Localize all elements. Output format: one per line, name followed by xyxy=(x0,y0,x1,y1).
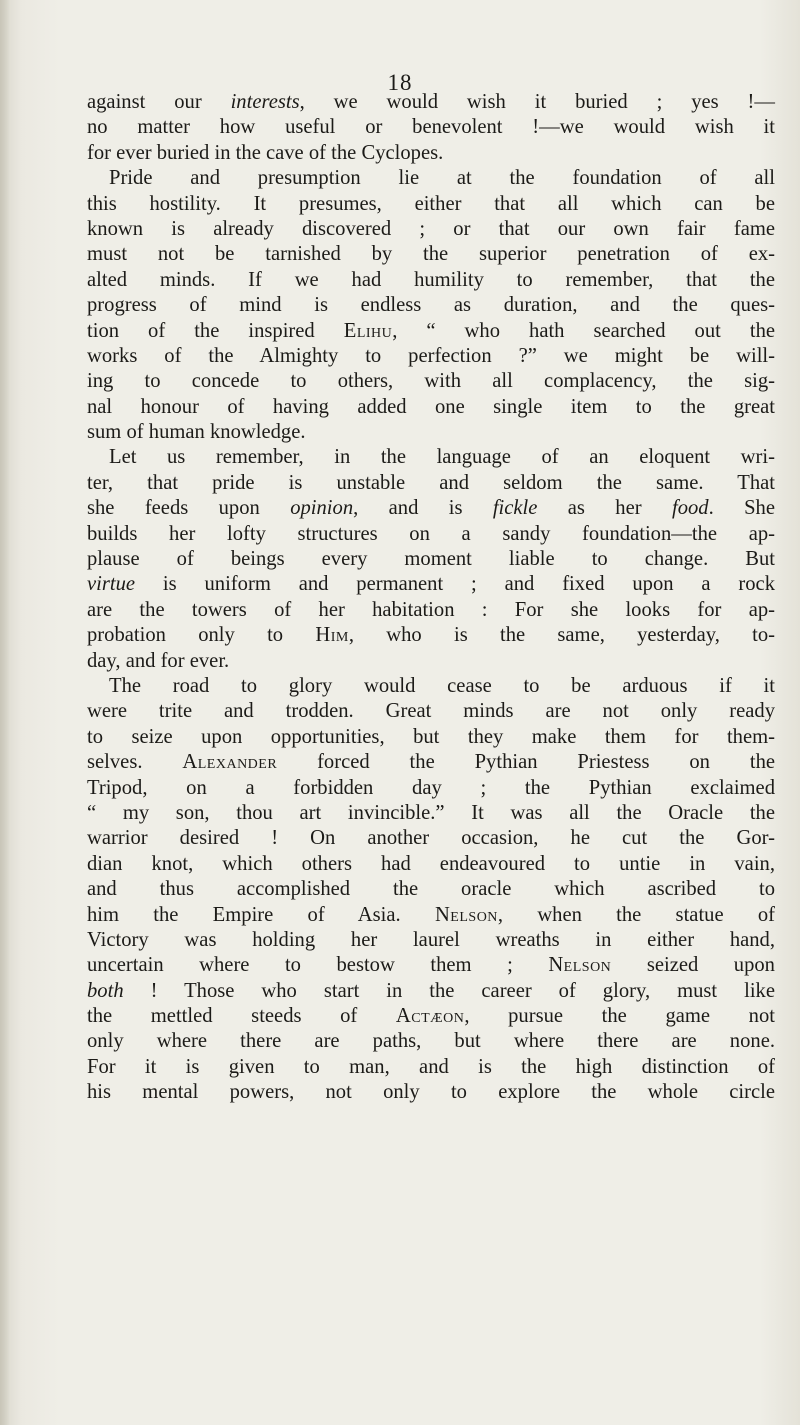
text-line xyxy=(87,115,775,140)
text-line xyxy=(87,268,775,293)
text-run: known is already discovered ; or that our own fair fame xyxy=(87,217,775,240)
text-line xyxy=(87,496,775,521)
text-run: were trite and trodden. Great minds are not only ready xyxy=(87,700,775,723)
small-caps-name: Nelson xyxy=(548,954,612,977)
text-line xyxy=(87,852,775,877)
text-line xyxy=(87,166,775,191)
text-line xyxy=(87,674,775,699)
text-run: warrior desired ! On another occasion, he cut the Gor- xyxy=(87,827,775,850)
small-caps-name: Elihu xyxy=(343,319,393,342)
text-line xyxy=(87,623,775,648)
text-run: Pride and presumption lie at the foundation of all xyxy=(109,167,775,190)
text-line xyxy=(87,217,775,242)
text-run: tion of the inspired xyxy=(87,319,344,342)
text-run: sum of human knowledge. xyxy=(87,421,306,444)
text-run: ing to concede to others, with all complacency, the sig- xyxy=(87,370,775,393)
text-run: for ever buried in the cave of the Cyclopes. xyxy=(87,141,444,164)
text-run: dian knot, which others had endeavoured to untie in vain, xyxy=(87,852,775,875)
text-run: him the Empire of Asia. xyxy=(87,903,435,926)
text-run: only where there are paths, but where there are none. xyxy=(87,1030,775,1053)
text-run: uncertain where to bestow them ; xyxy=(87,954,549,977)
text-run: , we would wish it buried ; yes !— xyxy=(299,91,775,113)
text-run: , pursue the game not xyxy=(464,1005,775,1028)
text-run: . She xyxy=(708,497,775,520)
text-run: seized upon xyxy=(611,954,775,977)
text-run: For it is given to man, and is the high distinction of xyxy=(87,1055,775,1078)
text-line xyxy=(87,1080,775,1105)
text-line xyxy=(87,572,775,597)
text-run: against our xyxy=(87,91,231,113)
text-line xyxy=(87,1055,775,1080)
text-run: day, and for ever. xyxy=(87,649,230,672)
text-line xyxy=(87,826,775,851)
text-line xyxy=(87,598,775,623)
small-caps-name: Actæon xyxy=(395,1005,465,1028)
text-run: Victory was holding her laurel wreaths in either hand, xyxy=(87,928,775,951)
text-run: is uniform and permanent ; and fixed upon a rock xyxy=(135,573,775,596)
text-line xyxy=(87,344,775,369)
text-line xyxy=(87,445,775,470)
text-run: this hostility. It presumes, either that all which can be xyxy=(87,192,775,215)
text-run: and thus accomplished the oracle which ascribed to xyxy=(87,878,775,901)
text-line xyxy=(87,293,775,318)
text-line xyxy=(87,928,775,953)
text-run: , who is the same, yesterday, to- xyxy=(348,624,775,647)
italic-text: food xyxy=(671,497,709,520)
text-line xyxy=(87,1029,775,1054)
text-line xyxy=(87,471,775,496)
text-run: the mettled steeds of xyxy=(87,1005,396,1028)
text-run: The road to glory would cease to be arduous if it xyxy=(109,674,775,697)
text-run: alted minds. If we had humility to remember, that the xyxy=(87,268,775,291)
text-run: Tripod, on a forbidden day ; the Pythian exclaimed xyxy=(87,776,775,799)
text-run: she feeds upon xyxy=(87,497,291,520)
text-line xyxy=(87,90,775,115)
text-line xyxy=(87,1004,775,1029)
text-run: , “ who hath searched out the xyxy=(392,319,776,342)
text-run: no matter how useful or benevolent !—we would wish it xyxy=(87,116,775,139)
text-run: builds her lofty structures on a sandy foundation—the ap- xyxy=(87,522,775,545)
text-line xyxy=(87,699,775,724)
body-text xyxy=(87,90,775,1106)
text-line xyxy=(87,979,775,1004)
italic-text: interests xyxy=(230,91,300,113)
text-line xyxy=(87,649,775,674)
text-run: ! Those who start in the career of glory, must like xyxy=(123,979,775,1002)
text-run: to seize upon opportunities, but they make them for them- xyxy=(87,725,775,748)
text-line xyxy=(87,750,775,775)
text-line xyxy=(87,141,775,166)
text-run: nal honour of having added one single item to the great xyxy=(87,395,775,418)
text-run: progress of mind is endless as duration, and the ques- xyxy=(87,294,775,317)
text-run: forced the Pythian Priestess on the xyxy=(277,751,776,774)
small-caps-name: Alexander xyxy=(182,751,278,774)
text-run: as her xyxy=(537,497,672,520)
italic-text: virtue xyxy=(87,573,136,596)
text-run: “ my son, thou art invincible.” It was all the Oracle the xyxy=(87,801,775,824)
text-run: , and is xyxy=(353,497,493,520)
text-line xyxy=(87,192,775,217)
small-caps-name: Nelson xyxy=(434,903,498,926)
text-line xyxy=(87,369,775,394)
text-run: selves. xyxy=(87,751,183,774)
text-run: plause of beings every moment liable to change. But xyxy=(87,548,775,571)
text-run: are the towers of her habitation : For she looks for ap- xyxy=(87,598,775,621)
text-run: his mental powers, not only to explore the whole circle xyxy=(87,1081,775,1104)
text-line xyxy=(87,319,775,344)
text-line xyxy=(87,420,775,445)
text-line xyxy=(87,522,775,547)
text-run: works of the Almighty to perfection ?” we might be will- xyxy=(87,344,775,367)
text-line xyxy=(87,242,775,267)
text-line xyxy=(87,801,775,826)
text-line xyxy=(87,877,775,902)
text-run: must not be tarnished by the superior penetration of ex- xyxy=(87,243,775,266)
text-line xyxy=(87,953,775,978)
text-line xyxy=(87,903,775,928)
page-gutter-shadow xyxy=(0,0,10,1425)
italic-text: both xyxy=(87,979,124,1002)
page-number: 18 xyxy=(387,70,413,95)
text-run: ter, that pride is unstable and seldom the same. That xyxy=(87,471,775,494)
text-run: , when the statue of xyxy=(497,903,775,926)
italic-text: opinion xyxy=(290,497,354,520)
text-run: Let us remember, in the language of an eloquent wri- xyxy=(109,446,775,469)
text-line xyxy=(87,395,775,420)
text-run: probation only to xyxy=(87,624,316,647)
text-line xyxy=(87,776,775,801)
text-line xyxy=(87,725,775,750)
italic-text: fickle xyxy=(492,497,538,520)
small-caps-name: Him xyxy=(315,624,349,647)
text-line xyxy=(87,547,775,572)
